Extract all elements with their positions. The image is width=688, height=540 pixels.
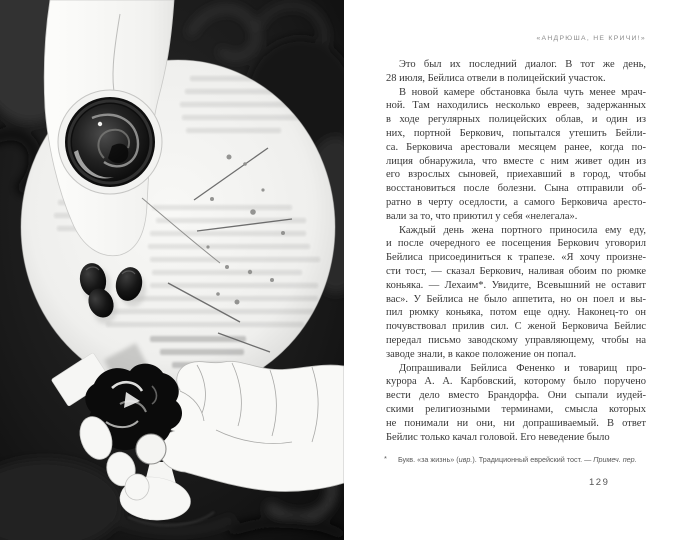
text-line: Бейлиса присоединиться к трапезе. «Я хочу произне- xyxy=(386,252,646,264)
text-line: вали за то, что приютил у себя «нелегала». xyxy=(386,210,578,222)
text-line: Это был их последний диалог. В тот же день, xyxy=(399,59,646,70)
footnote xyxy=(382,455,648,464)
footnote-segment: Примеч. пер. xyxy=(593,455,637,464)
text-line: не понимали ни они, ни допрашиваемый. В ответ xyxy=(386,417,646,429)
footnote-segment: Букв. «за жизнь» ( xyxy=(398,455,459,464)
footnote-text xyxy=(398,455,637,464)
page-number: 129 xyxy=(589,477,610,488)
paragraph xyxy=(386,362,646,445)
text-line: курора А. А. Карбовский, которому было поручено xyxy=(386,376,646,388)
text-line: Бейлис только качал головой. Его неведение было xyxy=(386,431,610,443)
paragraph xyxy=(386,86,646,224)
text-line: В новой камере обстановка была чуть менее мрач- xyxy=(399,86,646,98)
text-line: ратно в черту оседлости, а самого Берковича аресто- xyxy=(386,196,646,208)
text-line: вести дело вместо Брандорфа. Они сыпали иудей- xyxy=(386,390,646,402)
text-line: заводе знали, в какое положение он попал. xyxy=(386,348,577,360)
text-line: в ходе регулярных полицейских облав, и один из xyxy=(386,114,646,126)
footnote-segment: ). Традиционный еврейский тост. — xyxy=(472,455,594,464)
text-line: вас». У Бейлиса не было аппетита, но он поел и вы- xyxy=(386,293,646,305)
text-line: 28 июля, Бейлиса отвели в полицейский участок. xyxy=(386,72,606,84)
running-head: «АНДРЮША, НЕ КРИЧИ!» xyxy=(536,35,646,42)
text-line: скими религиозными терминами, смысла которых xyxy=(386,403,646,415)
dark-drink-cup xyxy=(58,90,162,194)
text-line: ной. Там находились несколько евреев, задержанных xyxy=(386,100,646,112)
text-line: и после очередного ее посещения Беркович уговорил xyxy=(386,238,646,250)
text-line: восстановиться после болезни. Сына отправили об- xyxy=(386,183,646,195)
text-line: пил рюмку коньяка, потом еще одну. Наконец-то он xyxy=(386,307,646,319)
footnote-marker: * xyxy=(384,454,387,463)
text-line: почувствовал прилив сил. С женой Берковича Бейлис xyxy=(386,321,646,333)
paragraph xyxy=(386,58,646,86)
text-line: его взрослых сыновей, приехавший в город, чтобы xyxy=(386,169,646,181)
text-line: передал письмо заводскому управляющему, чтобы на xyxy=(386,334,646,346)
right-page xyxy=(344,0,688,540)
glass-rim-circle xyxy=(136,434,166,464)
text-line: са. Берковича арестовали месяцем ранее, когда по- xyxy=(386,141,646,153)
text-line: сти тост, — сказал Беркович, наливая обоим по рюмке xyxy=(386,265,646,277)
footnote-segment: ивр. xyxy=(458,455,473,464)
text-line: Допрашивали Бейлиса Фененко и товарищ про- xyxy=(399,362,646,374)
text-line: лиция обнаружила, что вместе с ним живет один из xyxy=(386,155,646,167)
text-line: Каждый день жена портного приносила ему еду, xyxy=(399,224,646,236)
hand xyxy=(157,361,344,491)
body-text xyxy=(386,58,646,444)
text-line: них, портной Беркович, попытался утешить Бейли- xyxy=(386,127,646,139)
text-line: коньяка. — Лехаим*. Увидите, Всевышний не оставит xyxy=(386,279,646,291)
paragraph xyxy=(386,224,646,362)
